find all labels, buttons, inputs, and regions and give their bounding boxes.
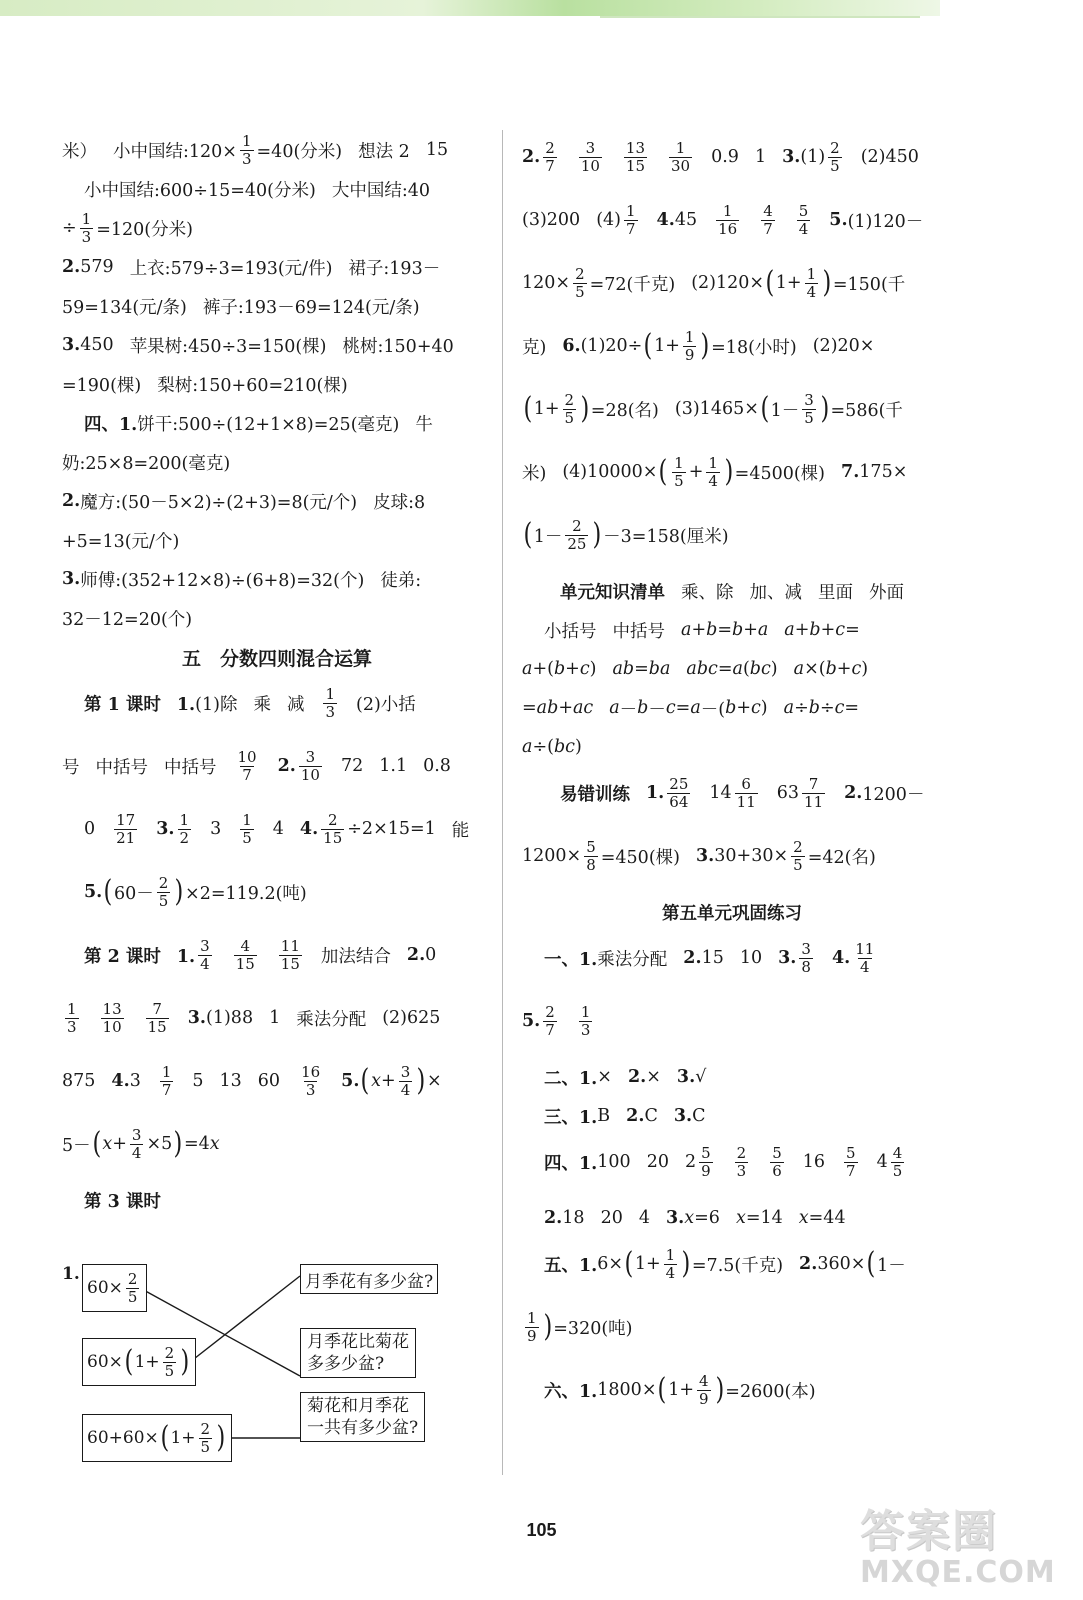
answer-line: 六、1. 1800× ( 1+ $\frac{4}{9}$ ) =2600(本): [544, 1371, 816, 1408]
expression-box-2: 60× ( 1+ $\frac{2}{5}$ ): [82, 1338, 196, 1386]
answer-line: 2. 魔方:(50－5×2)÷(2+3)=8(元/个) 皮球:8: [62, 491, 426, 513]
answer-line: 3. 师傅:(352+12×8)÷(6+8)=32(个) 徒弟:: [62, 569, 422, 591]
fraction: $\frac{1}{3}$: [580, 1002, 591, 1039]
expression-box-1: 60× $\frac{2}{5}$: [82, 1264, 147, 1312]
question-box-2: 月季花比菊花 多多少盆?: [300, 1328, 416, 1378]
fraction: $\frac{25}{64}$: [669, 774, 689, 811]
fraction: $\frac{1}{7}$: [161, 1062, 172, 1099]
answer-line: 第 2 课时 1. $\frac{3}{4}$ $\frac{4}{15}$ $\frac{11}{15}$ 加法结合 2. 0: [84, 936, 437, 973]
fraction: $\frac{5}{9}$: [701, 1143, 711, 1180]
answer-line: 三、1. B 2. C 3. C: [544, 1106, 706, 1128]
answer-line: a ÷( bc ): [522, 737, 582, 757]
fraction: $\frac{7}{15}$: [147, 999, 167, 1036]
fraction: $\frac{1}{9}$: [527, 1308, 537, 1345]
fraction: $\frac{2}{25}$: [567, 516, 587, 553]
fraction: $\frac{2}{5}$: [575, 264, 585, 301]
answer-line: $\frac{1}{9}$ ) =320(吨): [527, 1308, 633, 1345]
section-title: 五 分数四则混合运算: [181, 647, 372, 670]
fraction: $\frac{5}{7}$: [846, 1143, 856, 1180]
answer-line: 单元知识清单 乘、除 加、减 里面 外面: [522, 577, 942, 605]
fraction: $\frac{6}{11}$: [736, 774, 756, 811]
fraction: $\frac{1}{4}$: [806, 264, 817, 301]
top-decorative-line: [600, 16, 920, 18]
watermark-logo: [860, 1508, 1075, 1596]
answer-line: 120× $\frac{2}{5}$ =72(千克) (2)120× ( 1+ $\frac{1}{4}$ ) =150(千: [522, 264, 906, 301]
right-column: [522, 136, 942, 1432]
answer-line: 米） 小中国结:120× $\frac{1}{3}$ =40(分米) 想法 2 15: [62, 131, 449, 168]
fraction: $\frac{1}{3}$: [241, 131, 252, 168]
top-decorative-band: [0, 0, 940, 16]
answer-line: 易错训练 1. $\frac{25}{64}$ 14 $\frac{6}{11}$ 63 $\frac{7}{11}$ 2. 1200－: [560, 774, 925, 811]
fraction: $\frac{1}{3}$: [81, 209, 92, 246]
answer-line: 59=134(元/条) 裤子:193－69=124(元/条): [62, 297, 420, 318]
answer-line: $\frac{1}{3}$ $\frac{13}{10}$ $\frac{7}{15}$ 3. (1)88 1 乘法分配 (2)625: [67, 999, 441, 1036]
fraction: $\frac{2}{5}$: [127, 1269, 138, 1306]
unit-list-heading: 单元知识清单: [560, 582, 665, 603]
question-box-1: 月季花有多少盆?: [300, 1264, 438, 1294]
fraction: $\frac{1}{2}$: [179, 810, 190, 847]
fraction: $\frac{3}{4}$: [400, 1062, 411, 1099]
fraction: $\frac{1}{7}$: [626, 201, 636, 238]
fraction: $\frac{2}{5}$: [164, 1343, 175, 1380]
answer-line: 第 1 课时 1. (1)除 乘 减 $\frac{1}{3}$ (2)小括: [84, 684, 416, 721]
fraction: $\frac{3}{4}$: [200, 936, 210, 973]
fraction: $\frac{2}{3}$: [736, 1143, 747, 1180]
connector-line: [190, 1276, 300, 1362]
question-box-3: 菊花和月季花 一共有多少盆?: [300, 1392, 425, 1442]
fraction: $\frac{13}{15}$: [625, 138, 646, 175]
fraction: $\frac{1}{30}$: [671, 138, 691, 175]
fraction: $\frac{2}{15}$: [323, 810, 343, 847]
fraction: $\frac{2}{5}$: [830, 138, 840, 175]
answer-line: 5. ( 60－ $\frac{2}{5}$ ) ×2=119.2(吨): [84, 873, 307, 910]
fraction: $\frac{2}{5}$: [158, 873, 169, 910]
answer-line: a +( b + c ) ab = ba abc = a ( bc ) a ×( b + c ): [522, 659, 869, 679]
answer-line: 一、1. 乘法分配 2. 15 10 3. $\frac{3}{8}$ 4. $\frac{11}{4}$: [544, 939, 875, 976]
answer-line: 米) (4)10000× ( $\frac{1}{5}$ + $\frac{1}{4}$ ) =4500(棵) 7. 175×: [522, 453, 908, 490]
fraction: $\frac{1}{4}$: [708, 453, 718, 490]
fraction: $\frac{2}{5}$: [564, 390, 575, 427]
matching-exercise: [62, 1258, 492, 1478]
fraction: $\frac{13}{10}$: [102, 999, 122, 1036]
answer-line: 32－12=20(个): [62, 609, 193, 630]
answer-line: 二、1. × 2. × 3. √: [544, 1067, 707, 1089]
fraction: $\frac{4}{5}$: [892, 1143, 903, 1180]
fraction: $\frac{5}{4}$: [798, 201, 809, 238]
fraction: $\frac{1}{5}$: [242, 810, 252, 847]
answer-line: 3. 450 苹果树:450÷3=150(棵) 桃树:150+40: [62, 335, 454, 357]
answer-line: ( 1－ $\frac{2}{25}$ ) －3=158(厘米): [523, 516, 729, 553]
fraction: $\frac{7}{11}$: [804, 774, 824, 811]
fraction: $\frac{5}{6}$: [772, 1143, 782, 1180]
watermark-domain: MXQE.COM: [860, 1555, 1056, 1590]
fraction: $\frac{3}{10}$: [580, 138, 600, 175]
fraction: $\frac{1}{3}$: [325, 684, 335, 721]
answer-line: +5=13(元/个): [62, 531, 180, 552]
answer-line: 1200× $\frac{5}{8}$ =450(棵) 3. 30+30× $\frac{2}{5}$ =42(名): [522, 837, 876, 874]
unit-review-heading: 第五单元巩固练习: [662, 903, 802, 924]
left-column: [62, 131, 492, 1225]
fraction: $\frac{3}{5}$: [804, 390, 814, 427]
page-number: 105: [526, 1520, 557, 1540]
answer-line: 号 中括号 中括号 $\frac{10}{7}$ 2. $\frac{3}{10}$ 72 1.1 0.8: [62, 747, 451, 784]
fraction: $\frac{1}{3}$: [67, 999, 77, 1036]
fraction: $\frac{5}{8}$: [586, 837, 596, 874]
answer-line: ÷ $\frac{1}{3}$ =120(分米): [62, 209, 193, 246]
fraction: $\frac{3}{4}$: [131, 1125, 142, 1162]
answer-line: 四、1. 100 20 2 $\frac{5}{9}$ $\frac{2}{3}$ $\frac{5}{6}$ 16 $\frac{5}{7}$ 4 $\frac{4}{5}$: [544, 1143, 903, 1180]
answer-line: 五、1. 6× ( 1+ $\frac{1}{4}$ ) =7.5(千克) 2. 360× ( 1－: [544, 1245, 906, 1282]
expression-box-3: 60+60× ( 1+ $\frac{2}{5}$ ): [82, 1414, 232, 1462]
answer-line: (3)200 (4) $\frac{1}{7}$ 4. 45 $\frac{1}{16}$ $\frac{4}{7}$ $\frac{5}{4}$ 5. (1)120－: [522, 201, 924, 238]
fraction: $\frac{1}{9}$: [684, 327, 695, 364]
fraction: $\frac{16}{3}$: [301, 1062, 321, 1099]
answer-line: 5. $\frac{2}{7}$ $\frac{1}{3}$: [522, 1002, 591, 1039]
answer-line: 2. 18 20 4 3. x =6 x =14 x =44: [544, 1208, 846, 1228]
answer-line: 克) 6. (1)20÷ ( 1+ $\frac{1}{9}$ ) =18(小时) (2)20×: [522, 327, 875, 364]
answer-line: 0 $\frac{17}{21}$ 3. $\frac{1}{2}$ 3 $\frac{1}{5}$ 4 4. $\frac{2}{15}$ ÷2×15=1 能: [84, 810, 470, 847]
fraction: $\frac{1}{4}$: [665, 1245, 676, 1282]
item-number: 1.: [62, 1264, 80, 1284]
answer-line: 小括号 中括号 a + b = b + a a + b + c =: [544, 620, 860, 642]
answer-line: =190(棵) 梨树:150+60=210(棵): [62, 375, 348, 396]
watermark-text: 答案圈: [860, 1506, 998, 1557]
answer-line: 四、1. 饼干:500÷(12+1×8)=25(毫克) 牛: [84, 414, 433, 435]
answer-line: 2. 579 上衣:579÷3=193(元/件) 裙子:193－: [62, 257, 441, 279]
fraction: $\frac{3}{10}$: [300, 747, 320, 784]
fraction: $\frac{11}{15}$: [280, 936, 300, 973]
fraction: $\frac{2}{5}$: [200, 1419, 211, 1456]
answer-line: 875 4. 3 $\frac{1}{7}$ 5 13 60 $\frac{16}{3}$ 5. ( x + $\frac{3}{4}$ ) ×: [62, 1062, 442, 1099]
lesson-label: 第 3 课时: [84, 1191, 161, 1212]
fraction: $\frac{4}{9}$: [699, 1371, 709, 1408]
fraction: $\frac{2}{7}$: [545, 1002, 555, 1039]
fraction: $\frac{4}{15}$: [235, 936, 255, 973]
fraction: $\frac{1}{5}$: [674, 453, 684, 490]
fraction: $\frac{2}{5}$: [793, 837, 803, 874]
answer-line: 2. $\frac{2}{7}$ $\frac{3}{10}$ $\frac{13}{15}$ $\frac{1}{30}$ 0.9 1 3. (1) $\frac{2}{5}$ (2)450: [522, 138, 919, 175]
fraction: $\frac{4}{7}$: [763, 201, 773, 238]
fraction: $\frac{1}{16}$: [718, 201, 738, 238]
fraction: $\frac{3}{8}$: [801, 939, 811, 976]
answer-line: 奶:25×8=200(毫克): [62, 453, 231, 474]
answer-line: 小中国结:600÷15=40(分米) 大中国结:40: [84, 180, 430, 201]
fraction: $\frac{11}{4}$: [855, 939, 875, 976]
error-training-heading: 易错训练: [560, 784, 630, 805]
answer-line: ( 1+ $\frac{2}{5}$ ) =28(名) (3)1465× ( 1－ $\frac{3}{5}$ ) =586(千: [523, 390, 903, 427]
answer-line: = ab + ac a － b － c = a －( b + c ) a ÷ b ÷ c =: [522, 698, 860, 720]
fraction: $\frac{2}{7}$: [545, 138, 555, 175]
column-divider: [502, 130, 503, 1475]
fraction: $\frac{17}{21}$: [116, 810, 136, 847]
fraction: $\frac{10}{7}$: [237, 747, 257, 784]
answer-line: 5－ ( x + $\frac{3}{4}$ ×5 ) =4 x: [62, 1125, 220, 1162]
